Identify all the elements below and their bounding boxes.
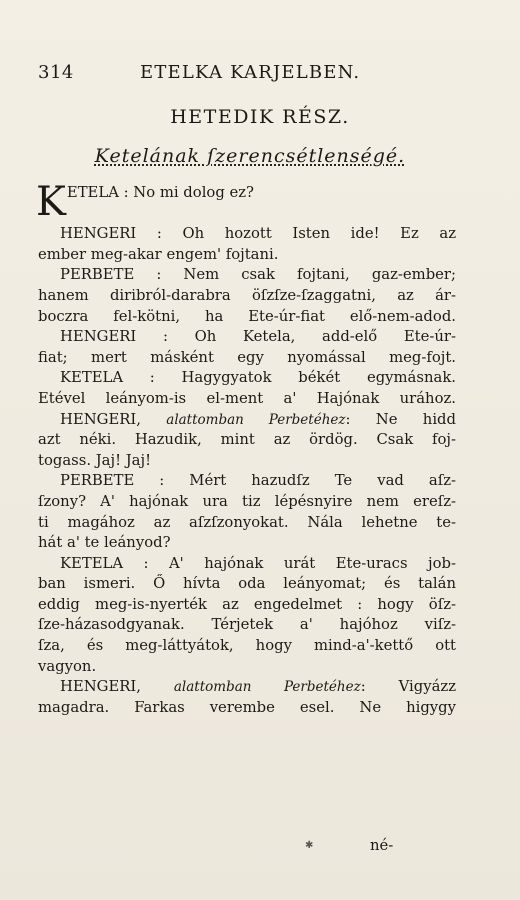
line-text: ſza, és meg-láttyátok, hogy mind-a'-kettő ott [38,637,456,655]
line-text: boczra fel-kötni, ha Ete-úr-fiat elő-nem-adod. [38,307,456,325]
line-text: HENGERI, [60,410,167,428]
line-text: ember meg-akar engem' fojtani. [38,245,279,263]
speaker-name: ETELA : [66,184,134,201]
line-text: fiat; mert másként egy nyomással meg-fojt. [38,348,456,366]
text-line [38,574,456,595]
line-text: Etével leányom-is el-ment a' Hajónak urához. [38,389,456,407]
text-line [38,348,456,369]
text-line [38,492,456,513]
stage-direction: alattomban Perbetéhez [166,411,346,428]
line-text: PERBETE : Mért hazudſz Te vad aſz- [60,472,456,490]
text-line [38,595,456,616]
text-line [38,471,456,492]
text-line [38,245,456,266]
line-text: No mi dolog ez? [133,184,254,201]
line-text: HENGERI : Oh hozott Isten ide! Ez az [60,225,456,243]
line-text: ban ismeri. Ő hívta oda leányomat; és talán [38,575,456,593]
line-text: PERBETE : Nem csak fojtani, gaz-ember; [60,266,456,284]
stage-direction: alattomban Perbetéhez [173,679,361,696]
line-text: ſze-házasodgyanak. Térjetek a' hajóhoz viſz- [38,616,456,634]
text-line [38,286,456,307]
line-text: HENGERI : Oh Ketela, add-elő Ete-úr- [60,328,456,346]
line-text: ſzony? A' hajónak ura tiz lépésnyire nem ereſz- [38,492,456,510]
page-body [36,179,457,718]
line-text: azt néki. Hazudik, mint az ördög. Csak foj- [38,431,456,449]
drop-cap: K [36,179,66,225]
line-text: magadra. Farkas verembe esel. Ne higygy [38,698,456,716]
text-line [38,513,456,534]
text-line [38,554,456,575]
line-text: hát a' te leányod? [38,534,171,552]
text-line [38,636,456,657]
text-line [38,430,456,451]
line-text: vagyon. [38,657,97,675]
line-text: ti magához az aſzſzonyokat. Nála lehetne te- [38,513,456,531]
page-number: 314 [38,62,74,83]
text-line [38,368,456,389]
running-title: ETELKA KARJELBEN. [140,62,361,83]
text-line [38,307,456,328]
scene-title: Ketelának ſzerencsétlenségé. [94,145,406,167]
text-line [38,389,456,410]
part-title: HETEDIK RÉSZ. [170,106,350,128]
text-line [38,615,456,636]
line-text: hanem diribról-darabra öſzſze-ſzaggatni, az ár- [38,286,456,304]
text-line [38,533,456,554]
line-text: HENGERI, [60,678,174,696]
line-text: : Ne hidd [345,410,456,428]
text-line [38,677,456,698]
text-line [38,410,456,431]
page-ornament: ✱ [305,840,314,851]
line-text: KETELA : Hagygyatok békét egymásnak. [60,369,456,387]
line-text: : Vigyázz [360,678,457,696]
line-text: eddig meg-is-nyerték az engedelmet : hogy öſz- [38,595,456,613]
line-text: togass. Jaj! Jaj! [38,451,152,469]
text-line [38,224,456,245]
catchword: né- [370,837,394,854]
text-line [38,451,456,472]
text-line [38,327,456,348]
drop-cap-spacer [38,204,456,225]
line-text: KETELA : A' hajónak urát Ete-uracs job- [60,554,456,572]
text-line [38,265,456,286]
text-line [36,179,456,225]
text-line [38,657,456,678]
text-line [38,698,456,719]
